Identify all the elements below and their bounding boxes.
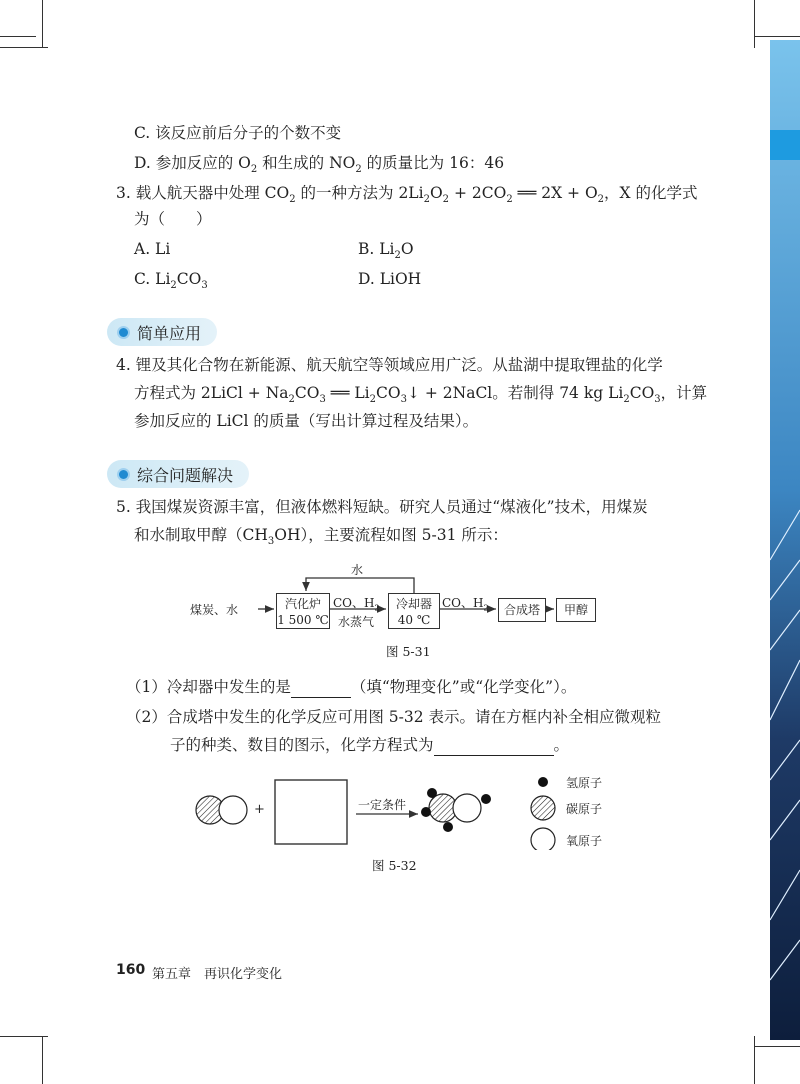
q4-line2: 方程式为 2LiCl + $Na_2CO_3$ ══ $Li_2CO_3↓$ + 2NaCl。若制得 74 kg $Li_2CO_3$，计算 — [134, 384, 708, 406]
q5-part2-line1: （2）合成塔中发生的化学反应可用图 5-32 表示。请在方框内补全相应微观粒 — [126, 708, 662, 726]
legend-oxygen-label: 氧原子 — [566, 834, 603, 848]
crop-mark — [0, 36, 36, 37]
crop-mark — [754, 1046, 800, 1047]
chapter-title: 第五章 再识化学变化 — [152, 967, 283, 982]
answer-blank-1[interactable] — [291, 681, 351, 698]
flow-co-h2-label-2: CO、$H_2$ — [442, 596, 489, 613]
flow-input-label: 煤炭、水 — [190, 603, 239, 617]
q5-part1: （1）冷却器中发生的是 （填“物理变化”或“化学变化”）。 — [126, 678, 577, 696]
cooler-box: 冷却器 40 ℃ — [388, 593, 440, 629]
crop-mark — [754, 36, 800, 37]
crop-mark — [42, 1036, 43, 1084]
side-band — [770, 40, 800, 1040]
figure-caption-5-32: 图 5-32 — [372, 858, 417, 873]
page-number: 160 — [116, 962, 146, 978]
bullet-icon — [119, 328, 128, 337]
legend-carbon-label: 碳原子 — [566, 802, 603, 816]
q3-option-c: C. $Li_2CO_3$ — [134, 270, 208, 292]
carbon-legend-icon — [531, 796, 555, 820]
oxygen-legend-icon — [531, 828, 555, 850]
reaction-condition-label: 一定条件 — [358, 798, 407, 812]
crop-mark — [754, 1036, 755, 1084]
q3-stem: 3. 载人航天器中处理 $CO_2$ 的一种方法为 $2Li_2O_2 + 2CO_2$ ══ $2X + O_2$，X 的化学式 — [116, 184, 698, 206]
q2-option-c: C. 该反应前后分子的个数不变 — [134, 124, 342, 142]
flow-water-label: 水 — [351, 563, 364, 577]
plus-sign: + — [254, 802, 265, 817]
q3-option-d: D. LiOH — [358, 270, 422, 288]
q2-option-d: D. 参加反应的 $O_2$ 和生成的 $NO_2$ 的质量比为 16：46 — [134, 154, 505, 176]
crop-mark — [0, 1036, 48, 1037]
answer-blank-2[interactable] — [434, 739, 554, 756]
q3-option-a: A. Li — [134, 240, 171, 258]
hydrogen-legend-icon — [538, 777, 548, 787]
flow-co-h2-label-1: CO、$H_2$ — [333, 596, 380, 613]
gasifier-box: 汽化炉 1 500 ℃ — [276, 593, 330, 629]
q5-line1: 5. 我国煤炭资源丰富，但液体燃料短缺。研究人员通过“煤液化”技术，用煤炭 — [116, 498, 648, 516]
flow-steam-label: 水蒸气 — [338, 615, 375, 629]
q3-stem-line2: 为（ ） — [134, 210, 212, 228]
empty-answer-box — [275, 780, 347, 844]
q5-line2: 和水制取甲醇$(CH_3OH)$，主要流程如图 5-31 所示： — [134, 526, 508, 548]
reaction-diagram — [190, 770, 630, 850]
section-simple-application: 简单应用 — [107, 318, 217, 346]
section-comprehensive-problem: 综合问题解决 — [107, 460, 249, 488]
q4-line1: 4. 锂及其化合物在新能源、航天航空等领域应用广泛。从盐湖中提取锂盐的化学 — [116, 356, 663, 374]
q5-part2-line2: 子的种类、数目的图示，化学方程式为 。 — [170, 736, 570, 754]
flow-diagram — [190, 560, 610, 640]
crop-mark — [42, 0, 43, 48]
synthesis-tower-box: 合成塔 — [498, 598, 546, 622]
legend-hydrogen-label: 氢原子 — [566, 776, 603, 790]
crop-mark — [754, 0, 755, 48]
q4-line3: 参加反应的 LiCl 的质量（写出计算过程及结果）。 — [134, 412, 479, 430]
crop-mark — [0, 47, 48, 48]
methanol-box: 甲醇 — [556, 598, 596, 622]
bullet-icon — [119, 470, 128, 479]
oxygen-atom-icon — [219, 796, 247, 824]
figure-caption-5-31: 图 5-31 — [386, 644, 431, 659]
q3-option-b: B. $Li_2O$ — [358, 240, 414, 262]
